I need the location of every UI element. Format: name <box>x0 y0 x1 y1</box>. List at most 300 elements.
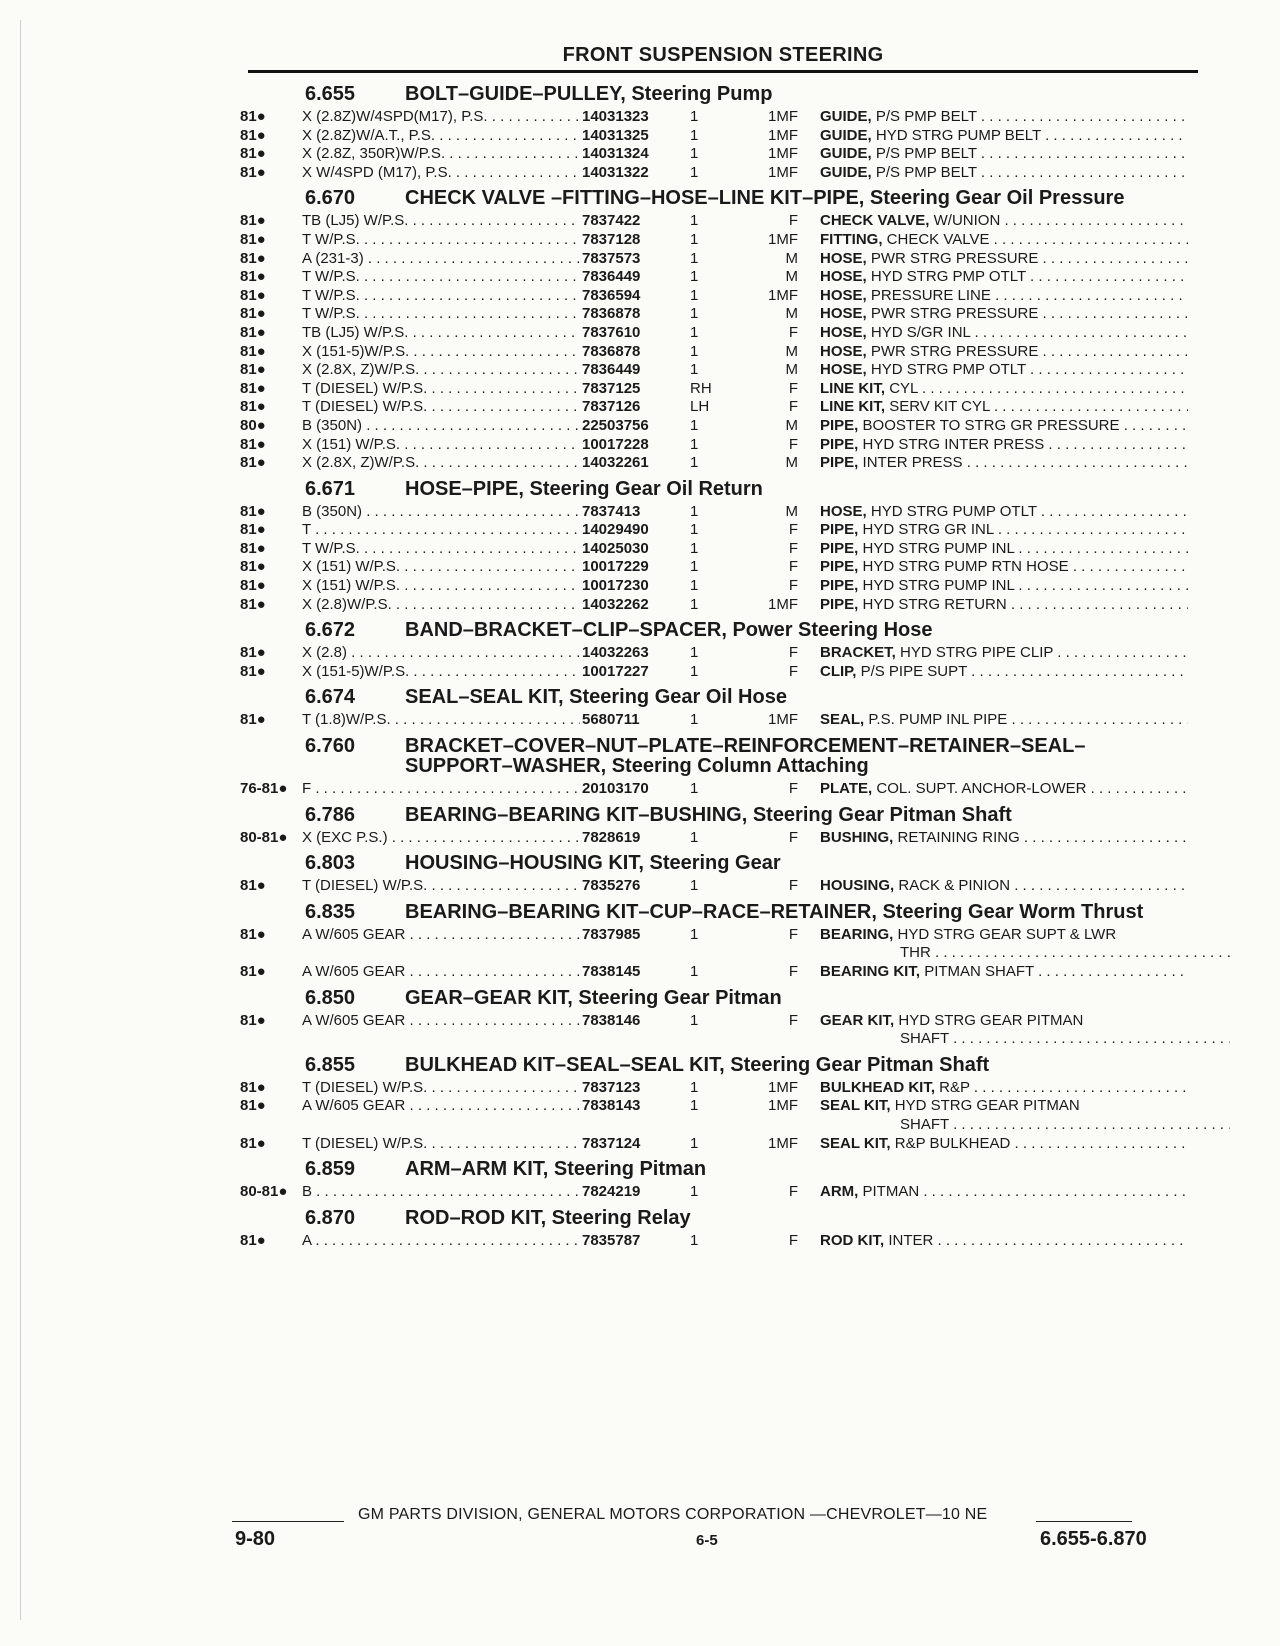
source-code-text: 1MF <box>768 1097 798 1115</box>
part-name: PIPE, <box>820 521 859 539</box>
quantity <box>690 503 754 522</box>
part-description <box>820 305 1188 324</box>
model-year-text: 81● <box>240 644 266 662</box>
quantity-text: 1 <box>690 416 699 434</box>
section-6-670 <box>0 188 1280 472</box>
part-detail: CYL . . . <box>889 380 1188 397</box>
source-code-text: M <box>785 502 798 520</box>
part-detail: HYD STRG GEAR SUPT & LWR <box>897 925 1117 943</box>
quantity-text: 1 <box>690 145 699 163</box>
source-code-text: M <box>785 342 798 360</box>
part-row <box>0 305 1280 324</box>
source-code <box>754 361 820 380</box>
part-number <box>580 521 690 540</box>
model-usage-text: A W/605 GEAR <box>302 925 406 943</box>
model-year-text: 81● <box>240 662 266 680</box>
quantity <box>690 1097 754 1116</box>
part-row <box>0 145 1280 164</box>
part-description <box>820 231 1188 250</box>
part-number <box>580 1232 690 1251</box>
part-detail: R&P BULKHEAD . . . <box>895 1135 1188 1152</box>
source-code-text: F <box>788 539 798 557</box>
model-year-text: 81● <box>240 1078 266 1096</box>
source-code <box>754 1135 820 1154</box>
model-usage <box>302 926 580 945</box>
source-code <box>754 540 820 559</box>
quantity <box>690 963 754 982</box>
part-detail: HYD STRG PUMP BELT . . . <box>876 127 1188 144</box>
quantity <box>690 343 754 362</box>
model-usage-text: X W/4SPD (M17), P.S. <box>302 163 452 181</box>
model-usage <box>302 963 580 982</box>
section-title: BRACKET–COVER–NUT–PLATE–REINFORCEMENT–RETAINER–SEAL–SUPPORT–WASHER, Steering Column Attaching <box>405 735 1086 778</box>
part-number <box>580 1183 690 1202</box>
model-usage <box>302 1183 580 1202</box>
part-name: ROD KIT, <box>820 1231 885 1249</box>
part-name: PIPE, <box>820 577 859 595</box>
part-detail: HYD STRG PUMP INL . . . <box>863 540 1188 557</box>
part-row <box>0 663 1280 682</box>
part-row <box>0 877 1280 896</box>
quantity-text: 1 <box>690 595 699 613</box>
part-number <box>580 503 690 522</box>
model-usage-text: A W/605 GEAR <box>302 1097 406 1115</box>
part-detail: R&P . . . <box>939 1079 1188 1096</box>
part-detail: P.S. PUMP INL PIPE . . . <box>868 711 1188 728</box>
source-code-text: 1MF <box>768 230 798 248</box>
source-code-text: 1MF <box>768 145 798 163</box>
part-detail: HYD STRG PMP OTLT . . . <box>871 361 1188 378</box>
model-usage <box>302 540 580 559</box>
part-row <box>0 398 1280 417</box>
footer-rule-right <box>1036 1521 1132 1522</box>
model-year <box>0 521 302 540</box>
part-number <box>580 324 690 343</box>
part-number <box>580 127 690 146</box>
quantity-text: 1 <box>690 711 699 729</box>
section-6-859 <box>0 1159 1280 1202</box>
part-description <box>820 361 1188 380</box>
part-number-text: 10017229 <box>582 558 649 576</box>
quantity-text: 1 <box>690 828 699 846</box>
part-number-text: 5680711 <box>582 711 640 729</box>
part-description <box>820 398 1188 417</box>
model-year-text: 81● <box>240 539 266 557</box>
source-code-text: F <box>788 558 798 576</box>
part-row <box>0 343 1280 362</box>
source-code-text: 1MF <box>768 126 798 144</box>
source-code-text: 1MF <box>768 286 798 304</box>
part-number <box>580 644 690 663</box>
part-name: CHECK VALVE, <box>820 212 930 230</box>
part-number <box>580 711 690 730</box>
section-heading <box>0 1159 1280 1179</box>
part-row <box>0 454 1280 473</box>
quantity-text: 1 <box>690 502 699 520</box>
section-number: 6.870 <box>305 1206 356 1229</box>
quantity <box>690 436 754 455</box>
section-title: BEARING–BEARING KIT–CUP–RACE–RETAINER, Steering Gear Worm Thrust <box>405 900 1144 923</box>
model-usage <box>302 503 580 522</box>
model-year-text: 80-81● <box>240 828 288 846</box>
part-name: ARM, <box>820 1183 859 1201</box>
source-code-text: 1MF <box>768 108 798 125</box>
quantity <box>690 361 754 380</box>
source-code <box>754 287 820 306</box>
quantity-text: 1 <box>690 1097 699 1115</box>
section-number: 6.859 <box>305 1158 356 1181</box>
part-number <box>580 305 690 324</box>
part-number-text: 14031324 <box>582 145 649 163</box>
model-year-text: 81● <box>240 361 266 379</box>
model-year <box>0 436 302 455</box>
part-detail: COL. SUPT. ANCHOR-LOWER . . . <box>876 780 1188 797</box>
part-number-text: 7837985 <box>582 925 641 943</box>
model-usage <box>302 212 580 231</box>
part-name: SEAL, <box>820 711 865 729</box>
model-year <box>0 1183 302 1202</box>
part-name: PIPE, <box>820 595 859 613</box>
source-code-text: 1MF <box>768 1134 798 1152</box>
part-row <box>0 268 1280 287</box>
part-number-text: 7837124 <box>582 1134 641 1152</box>
model-year-text: 81● <box>240 454 266 472</box>
part-description <box>820 780 1188 799</box>
model-year-text: 81● <box>240 963 266 980</box>
model-year-text: 81● <box>240 877 266 895</box>
quantity <box>690 212 754 231</box>
part-number <box>580 343 690 362</box>
source-code-text: F <box>788 828 798 846</box>
model-year <box>0 540 302 559</box>
part-detail: CHECK VALVE . . . <box>887 231 1188 248</box>
part-number-text: 7824219 <box>582 1183 641 1201</box>
source-code <box>754 521 820 540</box>
model-year <box>0 503 302 522</box>
quantity-text: 1 <box>690 454 699 472</box>
model-usage-text: T (DIESEL) W/P.S. <box>302 398 428 416</box>
quantity-text: 1 <box>690 780 699 798</box>
model-usage-text: X (151-5)W/P.S. <box>302 662 410 680</box>
part-row-continuation <box>0 944 1280 963</box>
quantity <box>690 305 754 324</box>
section-6-674 <box>0 687 1280 730</box>
part-detail: SERV KIT CYL . . . <box>889 398 1188 415</box>
part-description <box>820 212 1188 231</box>
part-name: HOSE, <box>820 249 867 267</box>
source-code-text: F <box>788 323 798 341</box>
part-description-continued <box>900 944 1230 963</box>
quantity <box>690 287 754 306</box>
quantity-text: 1 <box>690 1011 699 1029</box>
part-description <box>820 250 1188 269</box>
part-detail: INTER PRESS . . . <box>863 454 1188 471</box>
part-detail: BOOSTER TO STRG GR PRESSURE . . . <box>863 417 1188 434</box>
quantity <box>690 521 754 540</box>
model-usage-text: X (2.8Z, 350R)W/P.S. <box>302 145 446 163</box>
part-number-text: 10017228 <box>582 435 649 453</box>
model-usage-text: A <box>302 1231 312 1249</box>
part-number-text: 7836449 <box>582 361 641 379</box>
source-code <box>754 963 820 982</box>
section-6-835 <box>0 902 1280 982</box>
source-code-text: M <box>785 416 798 434</box>
source-code <box>754 145 820 164</box>
part-name: GUIDE, <box>820 108 872 125</box>
part-detail: RACK & PINION . . . <box>898 877 1188 894</box>
model-year-text: 81● <box>240 379 266 397</box>
part-number-text: 7835276 <box>582 877 641 895</box>
model-usage-text: T (DIESEL) W/P.S. <box>302 1078 428 1096</box>
part-name: GEAR KIT, <box>820 1011 895 1029</box>
part-number <box>580 1097 690 1116</box>
part-number-text: 14025030 <box>582 539 649 557</box>
quantity-text: 1 <box>690 558 699 576</box>
part-number <box>580 287 690 306</box>
part-description <box>820 1097 1188 1116</box>
source-code-text: F <box>788 521 798 539</box>
part-description <box>820 926 1188 945</box>
model-year <box>0 1097 302 1116</box>
model-usage-text: X (2.8) <box>302 644 348 662</box>
model-usage <box>302 521 580 540</box>
part-name: SEAL KIT, <box>820 1134 891 1152</box>
part-row <box>0 287 1280 306</box>
model-year-text: 81● <box>240 595 266 613</box>
quantity <box>690 577 754 596</box>
part-row <box>0 361 1280 380</box>
section-6-672 <box>0 620 1280 681</box>
model-usage <box>302 305 580 324</box>
model-usage-text: T W/P.S. <box>302 305 360 323</box>
part-detail: HYD STRG GEAR PITMAN <box>894 1097 1080 1115</box>
quantity <box>690 829 754 848</box>
model-usage-text: B <box>302 1183 313 1201</box>
source-code-text: F <box>788 877 798 895</box>
part-description <box>820 436 1188 455</box>
part-name: HOSE, <box>820 361 867 379</box>
part-detail: PITMAN . . . <box>863 1183 1189 1200</box>
footer-section-range: 6.655-6.870 <box>1040 1528 1147 1550</box>
model-usage-text: B (350N) <box>302 502 363 520</box>
quantity-text: 1 <box>690 323 699 341</box>
source-code <box>754 436 820 455</box>
part-number-text: 7835787 <box>582 1231 641 1249</box>
part-description <box>820 503 1188 522</box>
source-code <box>754 343 820 362</box>
part-name: HOSE, <box>820 502 867 520</box>
model-usage <box>302 711 580 730</box>
part-row <box>0 231 1280 250</box>
part-description <box>820 1012 1188 1031</box>
source-code-text: F <box>788 379 798 397</box>
model-usage-text: T (1.8)W/P.S. <box>302 711 391 729</box>
part-number-text: 14029490 <box>582 521 649 539</box>
model-year-text: 81● <box>240 558 266 576</box>
model-year <box>0 324 302 343</box>
model-usage <box>302 558 580 577</box>
part-detail: P/S PMP BELT . . . <box>876 108 1188 125</box>
model-usage <box>302 343 580 362</box>
part-detail: PWR STRG PRESSURE . . . <box>871 343 1188 360</box>
model-year-text: 81● <box>240 1231 266 1249</box>
source-code-text: M <box>785 305 798 323</box>
part-row <box>0 829 1280 848</box>
model-usage <box>302 250 580 269</box>
part-row <box>0 1097 1280 1116</box>
section-title: CHECK VALVE –FITTING–HOSE–LINE KIT–PIPE, Steering Gear Oil Pressure <box>405 187 1125 210</box>
part-row <box>0 1135 1280 1154</box>
part-description <box>820 663 1188 682</box>
model-year <box>0 287 302 306</box>
model-usage-text: A W/605 GEAR <box>302 963 406 980</box>
part-detail: PWR STRG PRESSURE . . . <box>871 305 1188 322</box>
quantity <box>690 644 754 663</box>
model-usage-text: TB (LJ5) W/P.S. <box>302 212 409 230</box>
model-usage-text: F <box>302 780 312 798</box>
model-usage-text: T (DIESEL) W/P.S. <box>302 379 428 397</box>
part-row <box>0 127 1280 146</box>
part-number <box>580 231 690 250</box>
model-year <box>0 780 302 799</box>
model-year-text: 81● <box>240 925 266 943</box>
section-heading <box>0 988 1280 1008</box>
quantity-text: 1 <box>690 521 699 539</box>
quantity-text: LH <box>690 398 710 416</box>
source-code-text: F <box>788 1231 798 1249</box>
part-number-text: 14032263 <box>582 644 649 662</box>
quantity <box>690 1012 754 1031</box>
quantity <box>690 417 754 436</box>
part-description <box>820 963 1188 982</box>
quantity <box>690 596 754 615</box>
part-name: PIPE, <box>820 454 859 472</box>
part-detail: PRESSURE LINE . . . <box>871 287 1188 304</box>
model-usage-text: A (231-3) <box>302 249 364 267</box>
source-code <box>754 877 820 896</box>
model-year-text: 81● <box>240 286 266 304</box>
quantity <box>690 250 754 269</box>
part-detail: HYD STRG GEAR PITMAN <box>898 1011 1084 1029</box>
part-description <box>820 145 1188 164</box>
section-number: 6.855 <box>305 1053 356 1076</box>
part-name: BULKHEAD KIT, <box>820 1078 935 1096</box>
part-number <box>580 250 690 269</box>
quantity-text: 1 <box>690 877 699 895</box>
quantity <box>690 540 754 559</box>
quantity-text: 1 <box>690 108 699 125</box>
part-description <box>820 577 1188 596</box>
part-description <box>820 380 1188 399</box>
model-year-text: 81● <box>240 577 266 595</box>
quantity <box>690 108 754 127</box>
model-year-text: 81● <box>240 323 266 341</box>
section-heading <box>0 687 1280 707</box>
part-description <box>820 164 1188 183</box>
section-6-803 <box>0 853 1280 896</box>
part-description <box>820 1079 1188 1098</box>
source-code-text: F <box>788 398 798 416</box>
model-year-text: 81● <box>240 521 266 539</box>
part-number <box>580 380 690 399</box>
part-description-continued <box>900 1030 1230 1049</box>
model-usage <box>302 1079 580 1098</box>
part-number-text: 7838146 <box>582 1011 641 1029</box>
part-number <box>580 145 690 164</box>
section-number: 6.850 <box>305 986 356 1009</box>
part-number <box>580 1079 690 1098</box>
source-code <box>754 127 820 146</box>
section-heading <box>0 805 1280 825</box>
source-code <box>754 305 820 324</box>
model-usage <box>302 780 580 799</box>
model-year-text: 81● <box>240 305 266 323</box>
quantity-text: 1 <box>690 286 699 304</box>
part-name: HOSE, <box>820 268 867 286</box>
part-description <box>820 417 1188 436</box>
model-usage <box>302 398 580 417</box>
part-number <box>580 164 690 183</box>
quantity-text: 1 <box>690 1231 699 1249</box>
part-detail: PITMAN SHAFT . . . <box>924 963 1188 980</box>
part-number <box>580 454 690 473</box>
source-code <box>754 1232 820 1251</box>
part-number <box>580 417 690 436</box>
part-number-text: 7837413 <box>582 502 641 520</box>
part-name: HOUSING, <box>820 877 895 895</box>
quantity <box>690 127 754 146</box>
section-number: 6.674 <box>305 686 356 709</box>
part-row <box>0 926 1280 945</box>
quantity-text: 1 <box>690 268 699 286</box>
part-row <box>0 521 1280 540</box>
part-number-text: 7836449 <box>582 268 641 286</box>
model-usage-text: A W/605 GEAR <box>302 1011 406 1029</box>
model-usage-text: TB (LJ5) W/P.S. <box>302 323 409 341</box>
section-number: 6.803 <box>305 852 356 875</box>
part-row <box>0 1232 1280 1251</box>
section-number: 6.835 <box>305 900 356 923</box>
part-description <box>820 343 1188 362</box>
part-description <box>820 268 1188 287</box>
title-rule <box>248 70 1198 73</box>
quantity-text: 1 <box>690 1183 699 1201</box>
source-code-text: M <box>785 249 798 267</box>
model-year <box>0 644 302 663</box>
part-number-text: 14031325 <box>582 126 649 144</box>
model-usage-text: X (151) W/P.S. <box>302 577 401 595</box>
part-number-text: 7837126 <box>582 398 641 416</box>
source-code-text: 1MF <box>768 1078 798 1096</box>
page-title: FRONT SUSPENSION STEERING <box>562 44 884 66</box>
source-code-text: 1MF <box>768 711 798 729</box>
quantity-text: 1 <box>690 249 699 267</box>
quantity <box>690 1135 754 1154</box>
section-heading <box>0 853 1280 873</box>
quantity-text: 1 <box>690 305 699 323</box>
model-usage-text: X (2.8Z)W/A.T., P.S. <box>302 126 436 144</box>
quantity <box>690 454 754 473</box>
part-description <box>820 540 1188 559</box>
quantity <box>690 398 754 417</box>
part-name: HOSE, <box>820 323 867 341</box>
part-number <box>580 963 690 982</box>
part-number <box>580 108 690 127</box>
section-number: 6.655 <box>305 83 356 105</box>
part-detail-continued: SHAFT . . . <box>900 1116 1230 1133</box>
model-year <box>0 127 302 146</box>
quantity-text: 1 <box>690 925 699 943</box>
